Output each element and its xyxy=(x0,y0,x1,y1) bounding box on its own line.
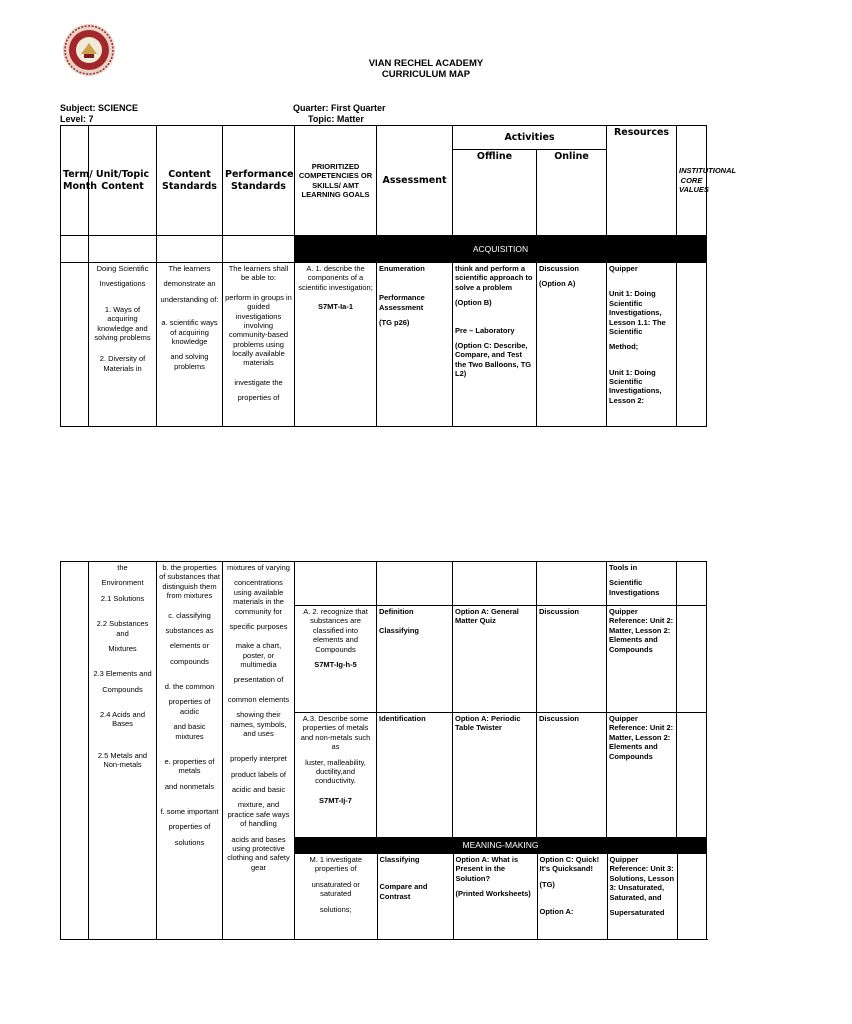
competency-cell: A. 1. describe the components of a scientific investigation; S7MT-Ia-1 xyxy=(295,263,377,427)
offline-m1-cell: Option A: What is Present in the Solution? (Printed Worksheets) xyxy=(453,854,537,939)
col-performance-standards: Performance Standards xyxy=(223,126,295,236)
online-a2-cell: Discussion xyxy=(537,606,607,713)
resources-top-cell: Tools in Scientific Investigations xyxy=(607,562,677,606)
topic-label: Topic: Matter xyxy=(308,114,364,124)
resources-cell: Quipper Unit 1: Doing Scientific Investigations, Lesson 1.1: The Scientific Method; Unit 1: Doing Scientific Investigations, Lesson 2: xyxy=(607,263,677,427)
content-standards-cell: b. the properties of substances that distinguish them from mixtures c. classifying substances as elements or compounds d. the common properties of acidic and basic mixtures e. properties of metals and nonmetals f. some important properties of solutions xyxy=(157,562,223,940)
col-content-standards: Content Standards xyxy=(157,126,223,236)
col-offline: Offline xyxy=(453,150,537,236)
col-competencies: PRIORITIZED COMPETENCIES OR SKILLS/ AMT LEARNING GOALS xyxy=(295,126,377,236)
curriculum-table-page2 xyxy=(60,561,707,940)
online-a3-cell: Discussion xyxy=(537,713,607,838)
assessment-a2-cell: Definition Classifying xyxy=(377,606,453,713)
competency-a2-cell: A. 2. recognize that substances are classified into elements and Compounds S7MT-Ig-h-5 xyxy=(295,606,377,713)
assessment-m1-cell: Classifying Compare and Contrast xyxy=(377,854,453,939)
col-assessment: Assessment xyxy=(377,126,453,236)
assessment-cell: Enumeration Performance Assessment (TG p26) xyxy=(377,263,453,427)
resources-a3-cell: Quipper Reference: Unit 2: Matter, Lesson 2: Elements and Compounds xyxy=(607,713,677,838)
col-unit-topic: Unit/Topic Content xyxy=(89,126,157,236)
level-label: Level: 7 xyxy=(60,114,94,124)
competency-a3-cell: A.3. Describe some properties of metals and non-metals such as luster, malleability, ductility,and conductivity. S7MT-Ij-7 xyxy=(295,713,377,838)
subject-label: Subject: SCIENCE xyxy=(60,103,139,113)
section-acquisition: ACQUISITION xyxy=(295,236,707,263)
section-meaning-making: MEANING-MAKING xyxy=(295,838,706,853)
col-term: Term/ Month xyxy=(61,126,89,236)
assessment-a3-cell: Identification xyxy=(377,713,453,838)
resources-a2-cell: Quipper Reference: Unit 2: Matter, Lesson 2: Elements and Compounds xyxy=(607,606,677,713)
unit-cell: the Environment 2.1 Solutions 2.2 Substances and Mixtures 2.3 Elements and Compounds 2.4 Acids and Bases 2.5 Metals and Non-metals xyxy=(89,562,157,940)
col-activities: Activities xyxy=(453,126,607,150)
offline-a2-cell: Option A: General Matter Quiz xyxy=(453,606,537,713)
school-name: VIAN RECHEL ACADEMY xyxy=(368,58,484,69)
content-standards-cell: The learners demonstrate an understanding of: a. scientific ways of acquiring knowledge and solving problems xyxy=(157,263,223,427)
col-resources: Resources xyxy=(607,126,677,236)
document-title: CURRICULUM MAP xyxy=(381,69,471,80)
performance-standards-cell: mixtures of varying concentrations using available materials in the community for specific purposes make a chart, poster, or multimedia presentation of common elements showing their names, symbols, and uses properly interpret product labels of acidic and basic mixture, and practice safe ways of handling acids and bases using protective clothing and safety gear xyxy=(223,562,295,940)
quarter-label: Quarter: First Quarter xyxy=(293,103,386,113)
online-m1-cell: Option C: Quick! It's Quicksand! (TG) Option A: xyxy=(537,854,607,939)
resources-m1-cell: Quipper Reference: Unit 3: Solutions, Lesson 3: Unsaturated, Saturated, and Supersaturated xyxy=(607,854,677,939)
unit-cell: Doing Scientific Investigations 1. Ways of acquiring knowledge and solving problems 2. Diversity of Materials in xyxy=(89,263,157,427)
offline-a3-cell: Option A: Periodic Table Twister xyxy=(453,713,537,838)
curriculum-table-page1 xyxy=(60,125,737,427)
performance-standards-cell: The learners shall be able to: perform in groups in guided investigations involving community-based problems using locally available materials investigate the properties of xyxy=(223,263,295,427)
competency-m1-cell: M. 1 investigate properties of unsaturated or saturated solutions; xyxy=(295,854,377,939)
col-online: Online xyxy=(537,150,607,236)
online-cell: Discussion (Option A) xyxy=(537,263,607,427)
col-core-values: INSTITUTIONAL CORE VALUES xyxy=(677,126,707,236)
offline-cell: think and perform a scientific approach to solve a problem (Option B) Pre – Laboratory (Option C: Describe, Compare, and Test the Two Balloons, TG L2) xyxy=(453,263,537,427)
